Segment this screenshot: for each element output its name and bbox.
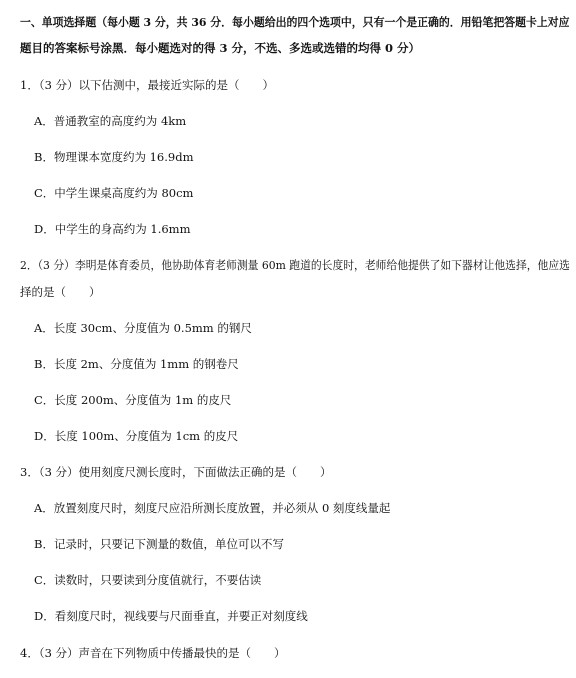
question-2-stem-continued: 择的是（ ） bbox=[20, 285, 101, 299]
question-1-option-b: B．物理课本宽度约为 16.9dm bbox=[34, 150, 194, 164]
question-1-stem: 1．（3 分）以下估测中，最接近实际的是（ ） bbox=[20, 78, 275, 92]
question-1-option-a: A．普通教室的高度约为 4km bbox=[34, 114, 187, 128]
question-3-option-c: C．读数时，只要读到分度值就行，不要估读 bbox=[34, 573, 262, 587]
question-2-option-c: C．长度 200m、分度值为 1m 的皮尺 bbox=[34, 393, 232, 407]
question-3-option-b: B．记录时，只要记下测量的数值，单位可以不写 bbox=[34, 537, 284, 551]
section-title-line-1: 一、单项选择题（每小题 3 分，共 36 分．每小题给出的四个选项中，只有一个是正确的．用铅笔把答题卡上对应 bbox=[20, 15, 570, 29]
question-1-option-d: D．中学生的身高约为 1.6mm bbox=[34, 222, 191, 236]
question-4-stem: 4．（3 分）声音在下列物质中传播最快的是（ ） bbox=[20, 646, 286, 660]
question-2-option-d: D．长度 100m、分度值为 1cm 的皮尺 bbox=[34, 429, 239, 443]
question-3-option-a: A．放置刻度尺时，刻度尺应沿所测长度放置，并必须从 0 刻度线量起 bbox=[34, 501, 391, 515]
section-title-line-2: 题目的答案标号涂黑．每小题选对的得 3 分，不选、多选或选错的均得 0 分） bbox=[20, 41, 421, 55]
question-3-option-d: D．看刻度尺时，视线要与尺面垂直，并要正对刻度线 bbox=[34, 609, 308, 623]
question-2-stem: 2．（3 分）李明是体育委员，他协助体育老师测量 60m 跑道的长度时，老师给他提供了如下器材让他选择，他应选 bbox=[20, 258, 570, 272]
question-2-option-b: B．长度 2m、分度值为 1mm 的钢卷尺 bbox=[34, 357, 239, 371]
question-1-option-c: C．中学生课桌高度约为 80cm bbox=[34, 186, 194, 200]
question-2-option-a: A．长度 30cm、分度值为 0.5mm 的钢尺 bbox=[34, 321, 252, 335]
question-3-stem: 3．（3 分）使用刻度尺测长度时，下面做法正确的是（ ） bbox=[20, 465, 332, 479]
